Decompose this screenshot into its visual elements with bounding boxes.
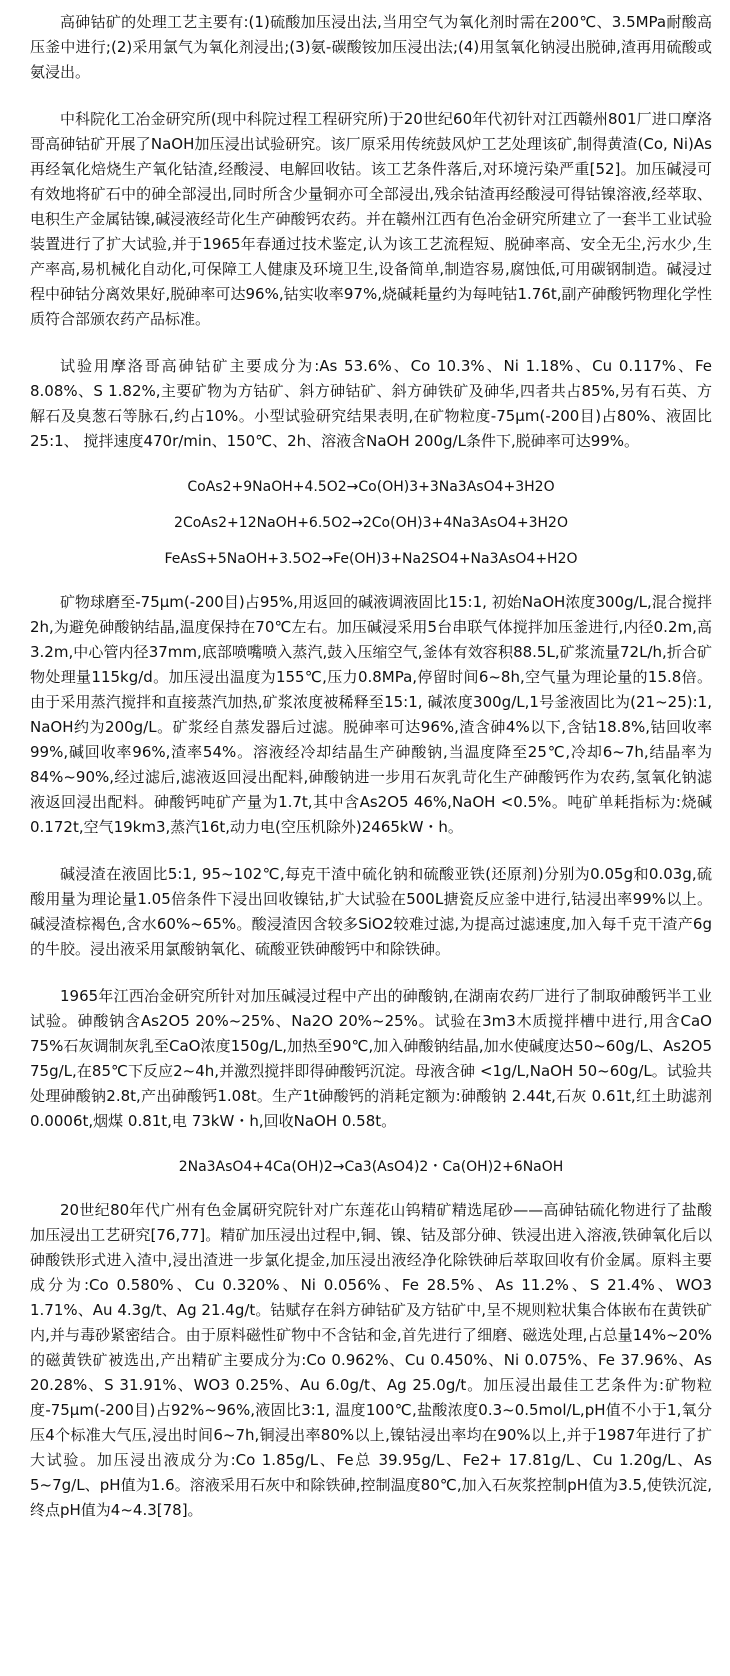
paragraph-ore-composition: 试验用摩洛哥高砷钴矿主要成分为:As 53.6%、Co 10.3%、Ni 1.18%、Cu 0.117%、Fe 8.08%、S 1.82%,主要矿物为方钴矿、斜方砷钴矿、斜方砷铁矿及砷华,四者共占85%,另有石英、方解石及臭葱石等脉石,约占10%。小型试验研究结果表明,在矿物粒度-75μm(-200目)占80%、液固比25:1、 搅拌速度470r/min、150℃、2h、溶液含NaOH 200g/L条件下,脱砷率可达99%。 (30, 357, 712, 450)
paragraph-calcium-arsenate: 1965年江西冶金研究所针对加压碱浸过程中产出的砷酸钠,在湖南农药厂进行了制取砷酸钙半工业试验。砷酸钠含As2O5 20%~25%、Na2O 20%~25%。试验在3m3木质搅拌槽中进行,用含CaO 75%石灰调制灰乳至CaO浓度150g/L,加热至90℃,加入砷酸钠结晶,加水使碱度达50~60g/L、As2O5 75g/L,在85℃下反应2~4h,并激烈搅拌即得砷酸钙沉淀。母液含砷 <1g/L,NaOH 50~60g/L。试验共处理砷酸钠2.8t,产出砷酸钙1.08t。生产1t砷酸钙的消耗定额为:砷酸钠 2.44t,石灰 0.61t,红土助滤剂0.0006t,烟煤 0.81t,电 73kW・h,回收NaOH 0.58t。 (30, 987, 712, 1130)
paragraph-ipe-research: 中科院化工冶金研究所(现中科院过程工程研究所)于20世纪60年代初针对江西赣州801厂进口摩洛哥高砷钴矿开展了NaOH加压浸出试验研究。该厂原采用传统鼓风炉工艺处理该矿,制得黄渣(Co, Ni)As再经氧化焙烧生产氧化钴渣,经酸浸、电解回收钴。该工艺条件落后,对环境污染严重[52]。加压碱浸可有效地将矿石中的砷全部浸出,同时所含少量铜亦可全部浸出,残余钴渣再经酸浸可得钴镍溶液,经萃取、电积生产金属钴镍,碱浸液经苛化生产砷酸钙农药。并在赣州江西有色冶金研究所建立了一套半工业试验装置进行了扩大试验,并于1965年春通过技术鉴定,认为该工艺流程短、脱砷率高、安全无尘,污水少,生产率高,易机械化自动化,可保障工人健康及环境卫生,设备简单,制造容易,腐蚀低,可用碳钢制造。碱浸过程中砷钴分离效果好,脱砷率可达96%,钴实收率97%,烧碱耗量约为每吨钴1.76t,副产砷酸钙物理化学性质符合部颁农药产品标准。 (30, 110, 712, 328)
equation-1: CoAs2+9NaOH+4.5O2→Co(OH)3+3Na3AsO4+3H2O (187, 479, 555, 495)
document-body (30, 10, 712, 1545)
equation-3: FeAsS+5NaOH+3.5O2→Fe(OH)3+Na2SO4+Na3AsO4+H2O (164, 551, 578, 567)
equation-2: 2CoAs2+12NaOH+6.5O2→2Co(OH)3+4Na3AsO4+3H2O (174, 515, 568, 531)
paragraph-processing-methods: 高砷钴矿的处理工艺主要有:(1)硫酸加压浸出法,当用空气为氧化剂时需在200℃、3.5MPa耐酸高压釜中进行;(2)采用氯气为氧化剂浸出;(3)氨-碳酸铵加压浸出法;(4)用氢氧化钠浸出脱砷,渣再用硫酸或氨浸出。 (30, 13, 712, 81)
paragraph-pressure-leach-process: 矿物球磨至-75μm(-200目)占95%,用返回的碱液调液固比15:1, 初始NaOH浓度300g/L,混合搅拌2h,为避免砷酸钠结晶,温度保持在70℃左右。加压碱浸采用5台串联气体搅拌加压釜进行,内径0.2m,高3.2m,中心管内径37mm,底部喷嘴喷入蒸汽,鼓入压缩空气,釜体有效容积88.5L,矿浆流量72L/h,折合矿物处理量115kg/d。加压浸出温度为155℃,压力0.8MPa,停留时间6~8h,空气量为理论量的15.8倍。由于采用蒸汽搅拌和直接蒸汽加热,矿浆浓度被稀释至15:1, 碱浓度300g/L,1号釜液固比为(21~25):1, NaOH约为200g/L。矿浆经自蒸发器后过滤。脱砷率可达96%,渣含砷4%以下,含钴18.8%,钴回收率99%,碱回收率96%,渣率54%。溶液经冷却结晶生产砷酸钠,当温度降至25℃,冷却6~7h,结晶率为84%~90%,经过滤后,滤液返回浸出配料,砷酸钠进一步用石灰乳苛化生产砷酸钙作为农药,氢氧化钠滤液返回浸出配料。砷酸钙吨矿产量为1.7t,其中含As2O5 46%,NaOH <0.5%。吨矿单耗指标为:烧碱0.172t,空气19km3,蒸汽16t,动力电(空压机除外)2465kW・h。 (30, 593, 712, 836)
equation-4: 2Na3AsO4+4Ca(OH)2→Ca3(AsO4)2・Ca(OH)2+6NaOH (178, 1159, 564, 1175)
paragraph-residue-acid-leach: 碱浸渣在液固比5:1, 95~102℃,每克干渣中硫化钠和硫酸亚铁(还原剂)分别为0.05g和0.03g,硫酸用量为理论量1.05倍条件下浸出回收镍钴,扩大试验在500L搪瓷反应釜中进行,钴浸出率99%以上。碱浸渣棕褐色,含水60%~65%。酸浸渣因含较多SiO2较难过滤,为提高过滤速度,加入每千克干渣产6g的牛胶。浸出液采用氯酸钠氧化、硫酸亚铁砷酸钙中和除铁砷。 (30, 865, 712, 958)
paragraph-hydrochloric-leach: 20世纪80年代广州有色金属研究院针对广东莲花山钨精矿精选尾砂——高砷钴硫化物进行了盐酸加压浸出工艺研究[76,77]。精矿加压浸出过程中,铜、镍、钴及部分砷、铁浸出进入溶液,铁砷氧化后以砷酸铁形式进入渣中,浸出渣进一步氯化提金,加压浸出液经净化除铁砷后萃取回收有价金属。原料主要成分为:Co 0.580%、Cu 0.320%、Ni 0.056%、Fe 28.5%、As 11.2%、S 21.4%、WO3 1.71%、Au 4.3g/t、Ag 21.4g/t。钴赋存在斜方砷钴矿及方钴矿中,呈不规则粒状集合体嵌布在黄铁矿内,并与毒砂紧密结合。由于原料磁性矿物中不含钴和金,首先进行了细磨、磁选处理,占总量14%~20%的磁黄铁矿被选出,产出精矿主要成分为:Co 0.962%、Cu 0.450%、Ni 0.075%、Fe 37.96%、As 20.28%、S 31.91%、WO3 0.25%、Au 6.0g/t、Ag 25.0g/t。加压浸出最佳工艺条件为:矿物粒度-75μm(-200目)占92%~96%,液固比3:1, 温度100℃,盐酸浓度0.3~0.5mol/L,pH值不小于1,氧分压4个标准大气压,浸出时间6~7h,铜浸出率80%以上,镍钴浸出率均在90%以上,并于1987年进行了扩大试验。加压浸出液成分为:Co 1.85g/L、Fe总 39.95g/L、Fe2+ 17.81g/L、Cu 1.20g/L、As 5~7g/L、pH值为1.6。溶液采用石灰中和除铁砷,控制温度80℃,加入石灰浆控制pH值为3.5,使铁沉淀,终点pH值为4~4.3[78]。 (30, 1201, 712, 1519)
equation-group-alkaline-leach (30, 476, 712, 570)
equation-group-causticization (30, 1156, 712, 1178)
